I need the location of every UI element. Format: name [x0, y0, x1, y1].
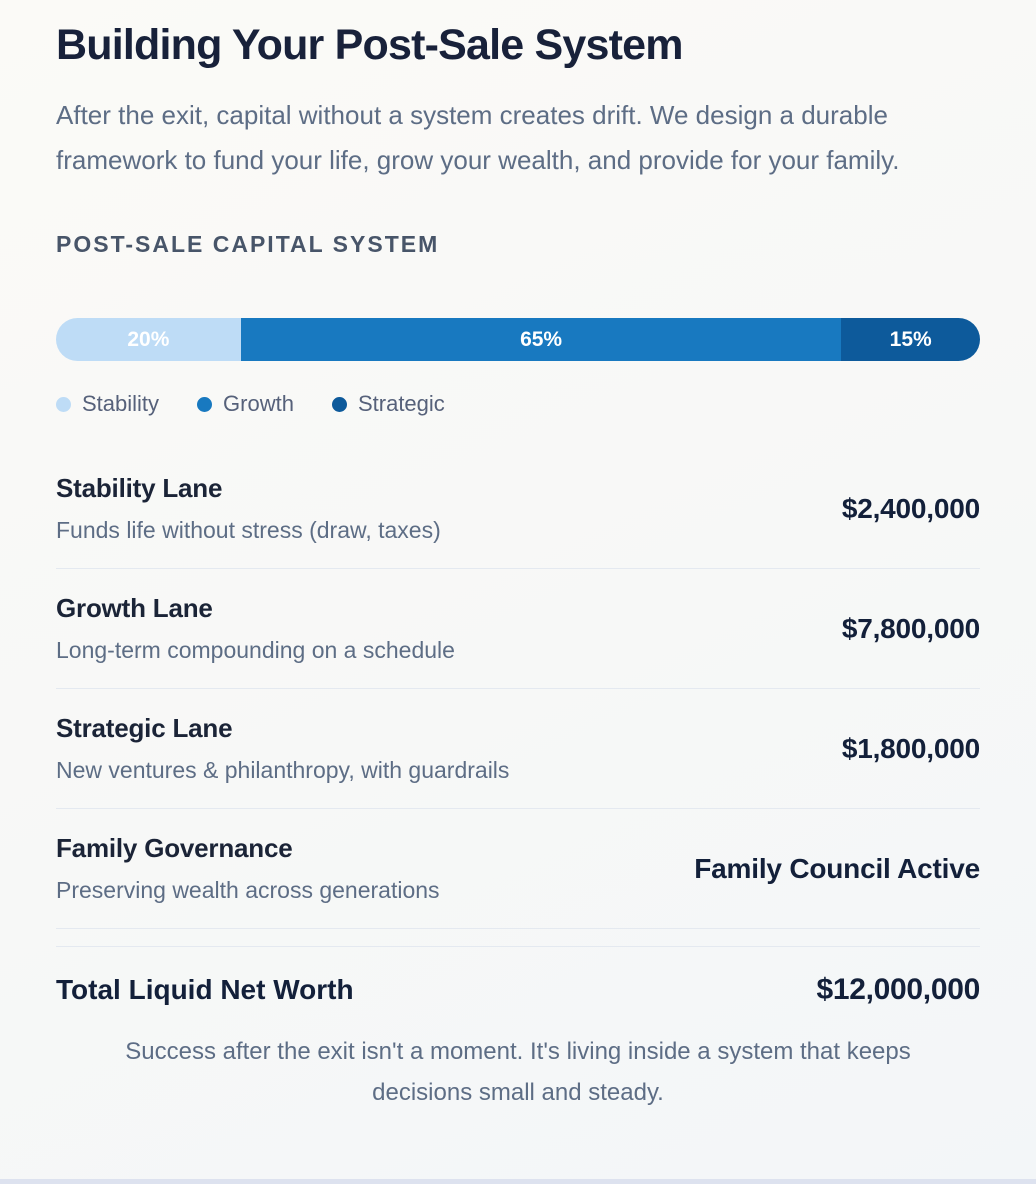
bar-segment-label: 20% [127, 327, 170, 351]
legend-dot-icon [56, 397, 71, 412]
legend-dot-icon [197, 397, 212, 412]
row-description: Funds life without stress (draw, taxes) [56, 517, 441, 544]
table-row [56, 569, 980, 689]
total-value: $12,000,000 [816, 973, 980, 1007]
row-description: Preserving wealth across generations [56, 877, 440, 904]
page-title: Building Your Post-Sale System [56, 21, 683, 69]
total-row [56, 946, 980, 1007]
legend-label: Growth [223, 391, 294, 417]
row-value: $1,800,000 [841, 732, 980, 764]
table-row [56, 449, 980, 569]
row-value: $2,400,000 [841, 492, 980, 524]
row-title: Strategic Lane [56, 713, 233, 744]
legend-item-growth [197, 391, 294, 417]
row-text [56, 593, 455, 664]
footnote: Success after the exit isn't a moment. It's living inside a system that keeps decisions small and steady. [125, 1038, 911, 1107]
allocation-bar [56, 318, 980, 361]
bar-segment-growth [241, 318, 842, 361]
lane-table [56, 449, 980, 929]
row-text [56, 473, 441, 544]
total-label: Total Liquid Net Worth [56, 974, 354, 1006]
row-title: Growth Lane [56, 593, 213, 624]
table-row [56, 689, 980, 809]
legend-label: Strategic [357, 391, 445, 417]
bar-segment-label: 65% [520, 327, 563, 351]
next-section-edge [0, 1179, 1036, 1184]
table-row [56, 809, 980, 929]
row-text [56, 833, 440, 904]
bar-segment-stability [56, 318, 241, 361]
row-text [56, 713, 509, 784]
legend-dot-icon [332, 397, 347, 412]
section-heading: POST-SALE CAPITAL SYSTEM [56, 231, 440, 258]
row-title: Stability Lane [56, 473, 223, 504]
bar-segment-strategic [841, 318, 980, 361]
legend [56, 391, 980, 417]
page-subtitle: After the exit, capital without a system creates drift. We design a durable framework to fund your life, grow your wealth, and provide for your family. [56, 100, 900, 176]
row-title: Family Governance [56, 833, 293, 864]
bar-segment-label: 15% [889, 327, 932, 351]
row-description: Long-term compounding on a schedule [56, 637, 455, 664]
row-description: New ventures & philanthropy, with guardrails [56, 757, 510, 784]
legend-label: Stability [82, 391, 160, 417]
row-value: $7,800,000 [841, 612, 980, 644]
legend-item-strategic [332, 391, 445, 417]
legend-item-stability [56, 391, 159, 417]
row-value: Family Council Active [694, 852, 980, 884]
